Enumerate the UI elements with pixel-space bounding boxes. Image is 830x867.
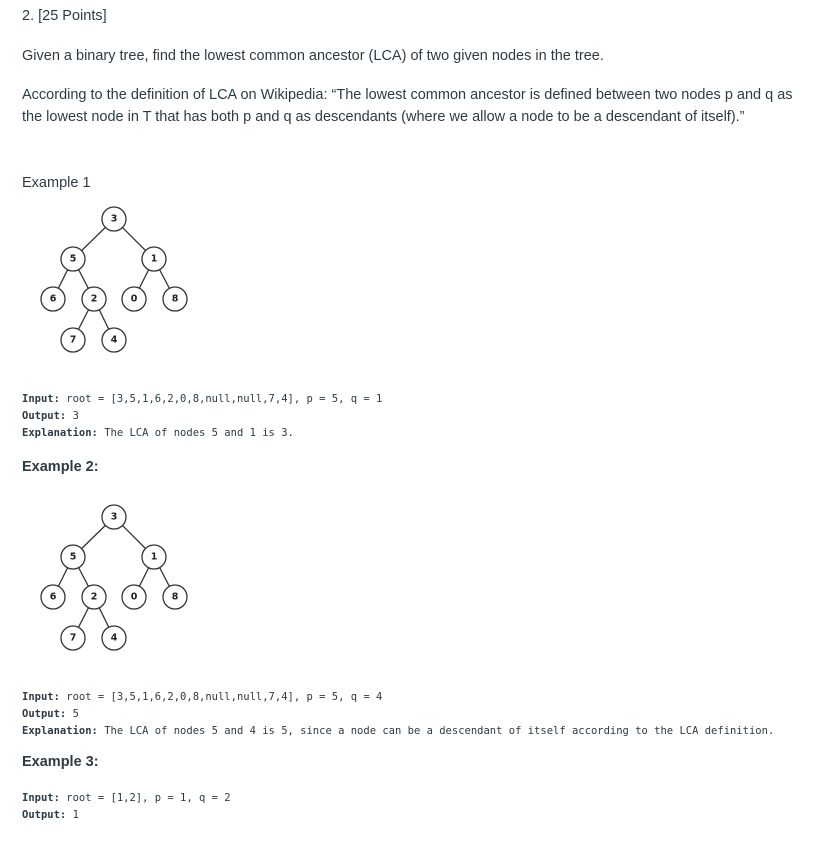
svg-text:3: 3 <box>110 511 118 523</box>
tree-node-4 <box>102 626 126 650</box>
tree-node-1 <box>142 545 166 569</box>
tree-node-4 <box>102 328 126 352</box>
svg-text:0: 0 <box>130 591 138 603</box>
svg-text:1: 1 <box>150 253 158 265</box>
tree-node-0 <box>122 585 146 609</box>
example-3-output-line: Output: 1 <box>22 809 79 821</box>
tree-node-5 <box>61 545 85 569</box>
tree-node-2 <box>82 287 106 311</box>
lca-definition: According to the definition of LCA on Wikipedia: “The lowest common ancestor is defined between two nodes p and q as the lowest node in T that has both p and q as descendants (where we allow a node to be a descendant of itself).” <box>22 87 793 125</box>
svg-text:7: 7 <box>69 334 77 346</box>
example-1-io <box>22 391 382 442</box>
tree-node-7 <box>61 328 85 352</box>
svg-text:5: 5 <box>69 253 77 265</box>
svg-text:7: 7 <box>69 632 77 644</box>
tree-node-0 <box>122 287 146 311</box>
example-1-input-line: Input: root = [3,5,1,6,2,0,8,null,null,7,4], p = 5, q = 1 <box>22 393 383 405</box>
svg-text:2: 2 <box>90 591 98 603</box>
svg-text:8: 8 <box>171 591 179 603</box>
tree-node-8 <box>163 585 187 609</box>
question-heading: 2. [25 Points] <box>22 8 107 24</box>
tree-edges <box>53 517 175 638</box>
tree-node-1 <box>142 247 166 271</box>
tree-node-8 <box>163 287 187 311</box>
tree-node-5 <box>61 247 85 271</box>
tree-node-6 <box>41 585 65 609</box>
tree-node-7 <box>61 626 85 650</box>
svg-text:4: 4 <box>110 334 118 346</box>
example-3-io <box>22 790 231 824</box>
tree-edges <box>53 219 175 340</box>
example-2-output-line: Output: 5 <box>22 708 79 720</box>
example-2-io <box>22 689 774 740</box>
svg-text:6: 6 <box>49 293 57 305</box>
example-1-tree-diagram <box>34 200 194 360</box>
tree-node-6 <box>41 287 65 311</box>
svg-text:3: 3 <box>110 213 118 225</box>
svg-text:6: 6 <box>49 591 57 603</box>
svg-text:1: 1 <box>150 551 158 563</box>
problem-intro: Given a binary tree, find the lowest common ancestor (LCA) of two given nodes in the tree. <box>22 48 604 64</box>
svg-text:5: 5 <box>69 551 77 563</box>
example-2-input-line: Input: root = [3,5,1,6,2,0,8,null,null,7,4], p = 5, q = 4 <box>22 691 383 703</box>
tree-node-2 <box>82 585 106 609</box>
tree-node-3 <box>102 207 126 231</box>
example-1-explanation-line: Explanation: The LCA of nodes 5 and 1 is 3. <box>22 427 294 439</box>
example-2-explanation-line: Explanation: The LCA of nodes 5 and 4 is 5, since a node can be a descendant of itself according to the LCA definition. <box>22 725 775 737</box>
svg-text:2: 2 <box>90 293 98 305</box>
example-1-output-line: Output: 3 <box>22 410 79 422</box>
example-3-title: Example 3: <box>22 754 99 770</box>
example-1-title: Example 1 <box>22 175 91 191</box>
svg-text:4: 4 <box>110 632 118 644</box>
example-3-input-line: Input: root = [1,2], p = 1, q = 2 <box>22 792 231 804</box>
example-2-tree-diagram <box>34 498 194 658</box>
tree-node-3 <box>102 505 126 529</box>
example-2-title: Example 2: <box>22 459 99 475</box>
svg-text:8: 8 <box>171 293 179 305</box>
svg-text:0: 0 <box>130 293 138 305</box>
